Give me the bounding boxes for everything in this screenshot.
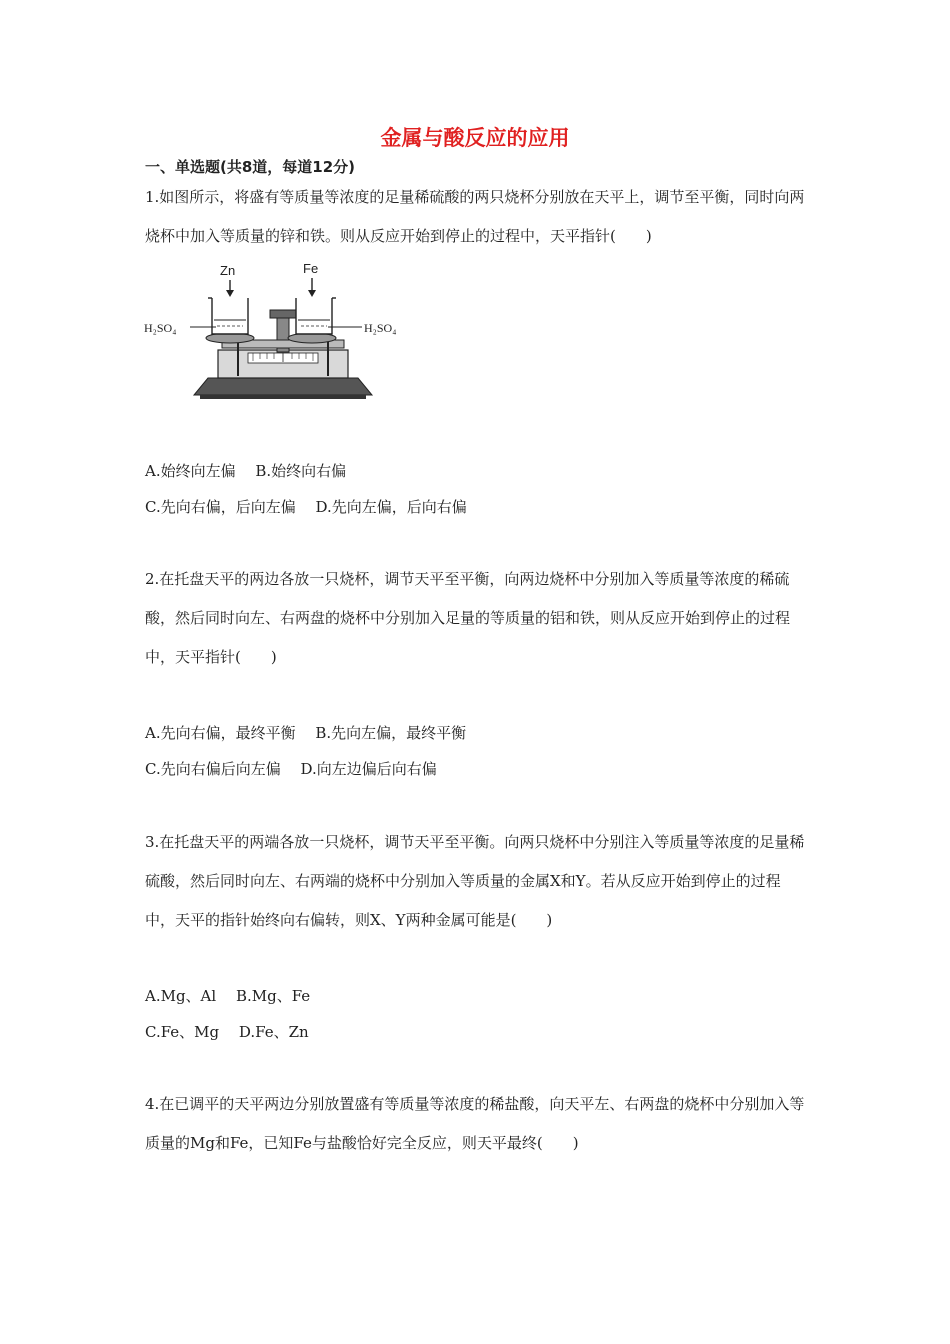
balance-figure (140, 258, 430, 408)
question-1-options-cd: C.先向右偏，后向左偏 D.先向左偏，后向右偏 (145, 498, 467, 516)
right-acid-label: H₂SO₄ (364, 321, 397, 335)
question-4-stem: 4.在已调平的天平两边分别放置盛有等质量等浓度的稀盐酸，向天平左、右两盘的烧杯中分别加入等质量的Mg和Fe，已知Fe与盐酸恰好完全反应，则天平最终( ) (145, 1095, 805, 1152)
right-metal-label: Fe (303, 261, 319, 276)
question-3-options-cd: C.Fe、Mg D.Fe、Zn (145, 1023, 309, 1041)
question-2-stem: 2.在托盘天平的两边各放一只烧杯，调节天平至平衡，向两边烧杯中分别加入等质量等浓度的稀硫酸，然后同时向左、右两盘的烧杯中分别加入足量的等质量的铝和铁，则从反应开始到停止的过程中，天平指针( ) (145, 570, 791, 666)
question-1-stem: 1.如图所示，将盛有等质量等浓度的足量稀硫酸的两只烧杯分别放在天平上，调节至平衡，同时向两烧杯中加入等质量的锌和铁。则从反应开始到停止的过程中，天平指针( ) (145, 188, 805, 245)
section-heading: 一、单选题(共8道，每道12分) (145, 158, 356, 176)
left-metal-label: Zn (220, 263, 236, 278)
question-2-options-ab: A.先向右偏，最终平衡 B.先向左偏，最终平衡 (145, 724, 467, 742)
question-3-options-ab: A.Mg、Al B.Mg、Fe (145, 987, 311, 1005)
page-title: 金属与酸反应的应用 (380, 126, 570, 150)
question-2-options-cd: C.先向右偏后向左偏 D.向左边偏后向右偏 (145, 760, 437, 778)
question-3-stem: 3.在托盘天平的两端各放一只烧杯，调节天平至平衡。向两只烧杯中分别注入等质量等浓度的足量稀硫酸，然后同时向左、右两端的烧杯中分别加入等质量的金属X和Y。若从反应开始到停止的过程中，天平的指针始终向右偏转，则X、Y两种金属可能是( ) (145, 833, 805, 929)
left-acid-label: H₂SO₄ (144, 321, 177, 335)
question-1-options-ab: A.始终向左偏 B.始终向右偏 (145, 462, 347, 480)
